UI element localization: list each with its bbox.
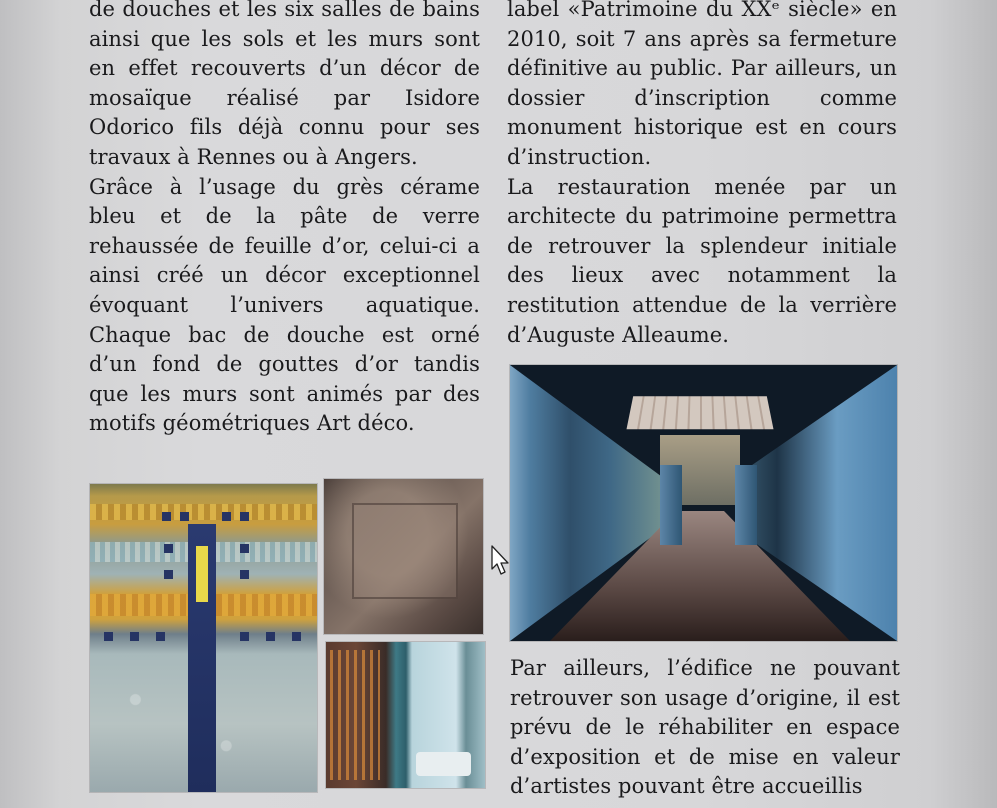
shower-corridor-photo	[510, 365, 897, 641]
right-paragraph-1: label «Patrimoine du XXᵉ siècle» en 2010, soit 7 ans après sa fermeture définitive au public. Par ailleurs, un dossier d’inscription comme monument historique est en cours d’instruction.	[507, 0, 897, 169]
right-paragraph-2: La restauration menée par un architecte du patrimoine permettra de retrouver la splendeur initiale des lieux avec notamment la restitution attendue de la verrière d’Auguste Alleaume.	[507, 174, 897, 347]
left-paragraph-2: Grâce à l’usage du grès cérame bleu et de la pâte de verre rehaussée de feuille d’or, celui-ci a ainsi créé un décor exceptionnel évoquant l’univers aquatique. Chaque bac de douche est orné d’un fond de gouttes d’or tandis que les murs sont animés par des motifs géométriques Art déco.	[89, 174, 480, 436]
right-bottom-text	[510, 654, 900, 802]
stone-floor-photo	[324, 479, 483, 634]
left-text-column	[89, 0, 480, 439]
right-paragraph-3: Par ailleurs, l’édifice ne pouvant retrouver son usage d’origine, il est prévu de le réhabiliter en espace d’exposition et de mise en valeur d’artistes pouvant être accueillis	[510, 656, 900, 799]
right-text-column	[507, 0, 897, 350]
left-paragraph-1: de douches et les six salles de bains ainsi que les sols et les murs sont en effet recouverts d’un décor de mosaïque réalisé par Isidore Odorico fils déjà connu pour ses travaux à Rennes ou à Angers.	[89, 0, 480, 169]
tiled-doorway-photo	[326, 642, 485, 788]
mouse-cursor-icon	[491, 545, 511, 577]
mosaic-photo	[90, 484, 317, 792]
